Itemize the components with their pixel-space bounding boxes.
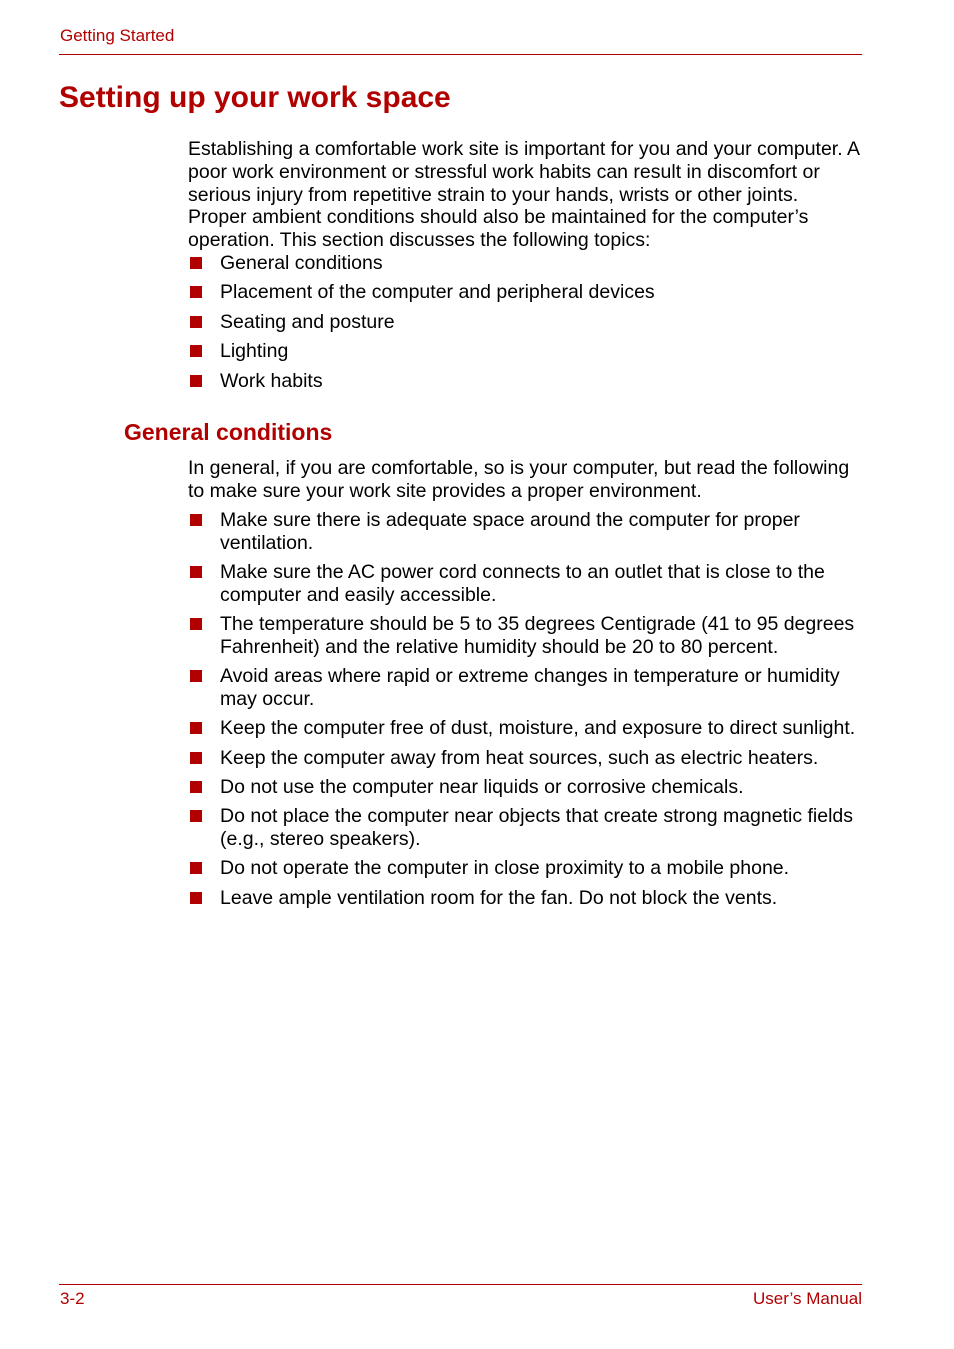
list-item	[188, 561, 860, 607]
list-item	[188, 776, 860, 799]
list-item-text: Avoid areas where rapid or extreme changes in temperature or humidity may occur.	[220, 665, 840, 711]
square-bullet-icon	[190, 618, 202, 630]
square-bullet-icon	[190, 781, 202, 793]
list-item	[188, 665, 860, 711]
list-item	[188, 805, 860, 851]
footer-rule	[59, 1284, 862, 1285]
list-item	[188, 887, 860, 910]
list-item-text: Leave ample ventilation room for the fan. Do not block the vents.	[220, 886, 778, 909]
list-item	[188, 509, 860, 555]
list-item-text: Lighting	[220, 340, 289, 363]
square-bullet-icon	[190, 345, 202, 357]
page-number: 3-2	[60, 1289, 85, 1308]
square-bullet-icon	[190, 862, 202, 874]
list-item	[188, 613, 860, 659]
list-item	[188, 370, 860, 393]
page-title: Setting up your work space	[59, 81, 451, 114]
list-item-text: Keep the computer free of dust, moisture, and exposure to direct sunlight.	[220, 717, 856, 740]
running-header: Getting Started	[60, 26, 175, 45]
list-item	[188, 281, 860, 304]
square-bullet-icon	[190, 810, 202, 822]
square-bullet-icon	[190, 892, 202, 904]
list-item-text: Seating and posture	[220, 310, 395, 333]
list-item-text: Keep the computer away from heat sources, such as electric heaters.	[220, 746, 819, 769]
topics-list	[188, 252, 860, 393]
general-paragraph: In general, if you are comfortable, so is your computer, but read the following to make sure your work site provides a proper environment.	[188, 457, 850, 502]
list-item-text: Make sure there is adequate space around the computer for proper ventilation.	[220, 509, 800, 554]
square-bullet-icon	[190, 257, 202, 269]
square-bullet-icon	[190, 514, 202, 526]
list-item	[188, 252, 860, 275]
general-conditions-section	[188, 457, 860, 916]
list-item	[188, 717, 860, 740]
square-bullet-icon	[190, 722, 202, 734]
square-bullet-icon	[190, 670, 202, 682]
list-item-text: The temperature should be 5 to 35 degrees Centigrade (41 to 95 degrees Fahrenheit) and the relative humidity should be 20 to 80 percent.	[220, 613, 855, 659]
intro-paragraph: Establishing a comfortable work site is important for you and your computer. A poor work environment or stressful work habits can result in discomfort or serious injury from repetitive strain to your hands, wrists or other joints. Proper ambient conditions should also be maintained for the computer’s operation. This section discusses the following topics:	[188, 138, 859, 252]
square-bullet-icon	[190, 375, 202, 387]
list-item-text: Do not use the computer near liquids or corrosive chemicals.	[220, 776, 744, 799]
list-item-text: Placement of the computer and peripheral devices	[220, 281, 655, 304]
square-bullet-icon	[190, 566, 202, 578]
section-heading-general-conditions: General conditions	[124, 419, 333, 445]
square-bullet-icon	[190, 286, 202, 298]
list-item-text: Make sure the AC power cord connects to an outlet that is close to the computer and easily accessible.	[220, 561, 825, 606]
list-item	[188, 747, 860, 770]
list-item	[188, 340, 860, 363]
list-item	[188, 857, 860, 880]
square-bullet-icon	[190, 752, 202, 764]
intro-section	[188, 138, 860, 399]
list-item-text: Work habits	[220, 369, 323, 392]
square-bullet-icon	[190, 316, 202, 328]
list-item-text: General conditions	[220, 251, 383, 274]
list-item	[188, 311, 860, 334]
conditions-list	[188, 509, 860, 909]
manual-name: User’s Manual	[753, 1289, 862, 1308]
header-rule	[59, 54, 862, 55]
list-item-text: Do not operate the computer in close proximity to a mobile phone.	[220, 857, 790, 880]
list-item-text: Do not place the computer near objects that create strong magnetic fields (e.g., stereo speakers).	[220, 805, 854, 851]
